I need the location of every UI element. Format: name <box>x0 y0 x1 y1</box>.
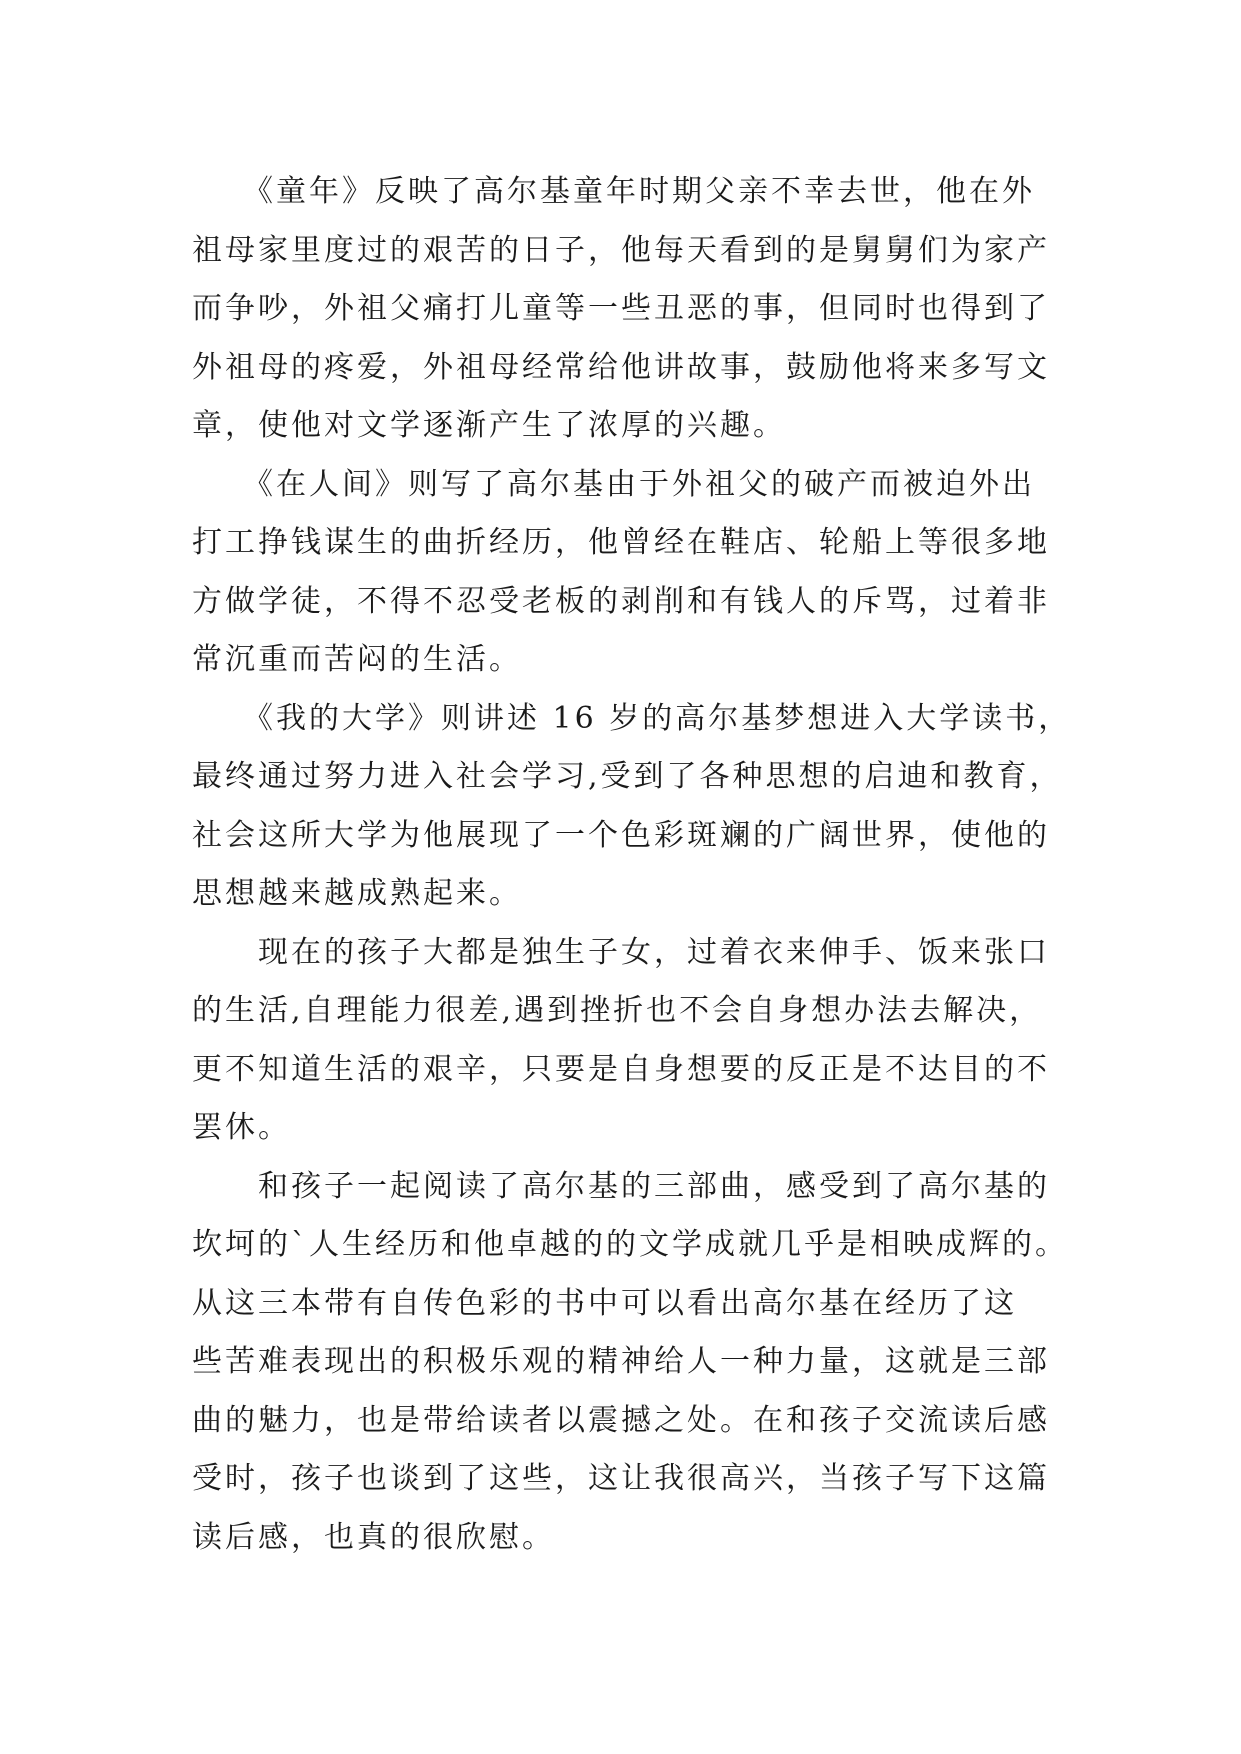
text-line: 方做学徒，不得不忍受老板的剥削和有钱人的斥骂，过着非 <box>192 583 1050 619</box>
text-line: 《在人间》则写了高尔基由于外祖父的破产而被迫外出 <box>192 466 1035 502</box>
text-line: 坎坷的`人生经历和他卓越的的文学成就几乎是相映成辉的。 <box>192 1227 1068 1262</box>
text-line: 从这三本带有自传色彩的书中可以看出高尔基在经历了这 <box>192 1285 1017 1321</box>
text-line: 现在的孩子大都是独生子女，过着衣来伸手、饭来张口 <box>192 934 1050 970</box>
text-line: 打工挣钱谋生的曲折经历，他曾经在鞋店、轮船上等很多地 <box>192 525 1050 560</box>
paragraph-in-the-world <box>192 456 1052 690</box>
text-line: 常沉重而苦闷的生活。 <box>192 642 522 677</box>
text-line: 社会这所大学为他展现了一个色彩斑斓的广阔世界，使他的 <box>192 817 1050 853</box>
text-line: 的生活,自理能力很差,遇到挫折也不会自身想办法去解决， <box>192 993 1043 1028</box>
text-line: 些苦难表现出的积极乐观的精神给人一种力量，这就是三部 <box>192 1344 1050 1379</box>
text-line: 《我的大学》则讲述 16 岁的高尔基梦想进入大学读书， <box>192 700 1072 736</box>
text-line: 曲的魅力，也是带给读者以震撼之处。在和孩子交流读后感 <box>192 1402 1050 1438</box>
text-line: 和孩子一起阅读了高尔基的三部曲，感受到了高尔基的 <box>192 1168 1050 1204</box>
text-line: 而争吵，外祖父痛打儿童等一些丑恶的事，但同时也得到了 <box>192 291 1050 326</box>
text-line: 《童年》反映了高尔基童年时期父亲不幸去世，他在外 <box>192 174 1035 209</box>
text-line: 受时，孩子也谈到了这些，这让我很高兴，当孩子写下这篇 <box>192 1461 1050 1496</box>
text-line: 更不知道生活的艰辛，只要是自身想要的反正是不达目的不 <box>192 1051 1050 1087</box>
text-line: 读后感，也真的很欣慰。 <box>192 1519 555 1555</box>
text-line: 罢休。 <box>192 1110 291 1145</box>
paragraph-reading-together <box>192 1158 1068 1568</box>
document-body <box>192 163 1072 1567</box>
text-line: 外祖母的疼爱，外祖母经常给他讲故事，鼓励他将来多写文 <box>192 349 1050 385</box>
text-line: 思想越来越成熟起来。 <box>192 876 522 911</box>
text-line: 祖母家里度过的艰苦的日子，他每天看到的是舅舅们为家产 <box>192 232 1050 268</box>
paragraph-children-today <box>192 924 1052 1158</box>
text-line: 章，使他对文学逐渐产生了浓厚的兴趣。 <box>192 408 786 443</box>
paragraph-my-universities <box>192 690 1072 924</box>
paragraph-childhood <box>192 163 1052 456</box>
text-line: 最终通过努力进入社会学习,受到了各种思想的启迪和教育， <box>192 759 1063 794</box>
